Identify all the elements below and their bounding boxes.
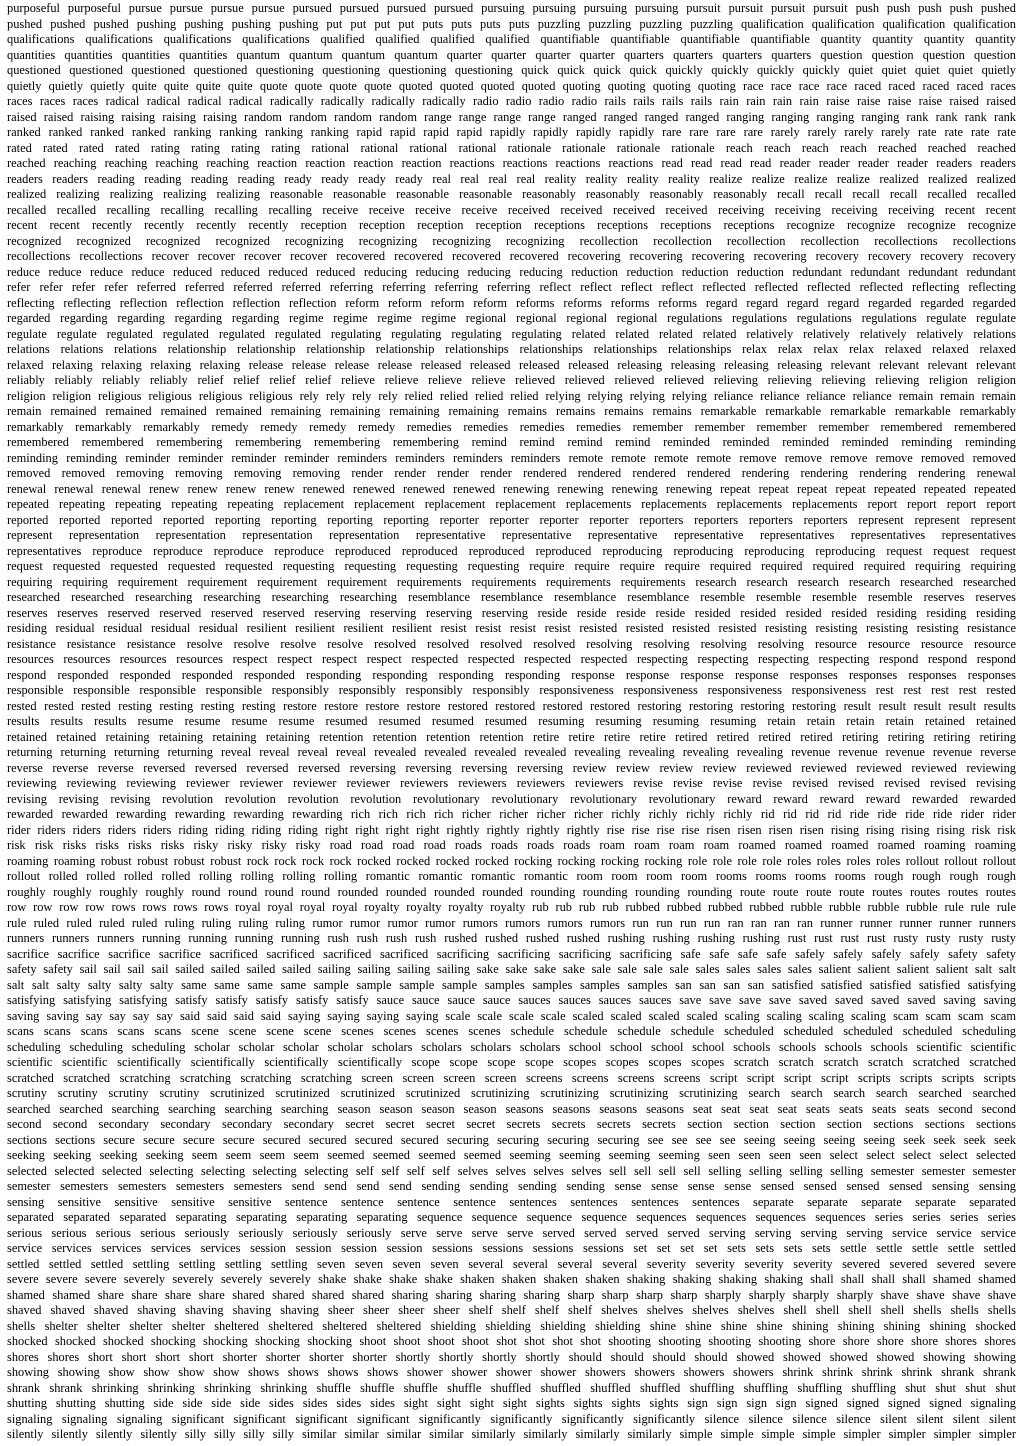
text-line: severe severe severe severely severely severely severely shake shake shake shake shaken shaken shaken shaken shaking shaking shaking shaking shall shall shall shall shamed shamed [7, 1272, 1016, 1286]
text-line: rated rated rated rated rating rating rating rating rational rational rational rational rationale rationale rationale rationale reach reach reach reach reached reached reached [7, 140, 1016, 155]
text-line: signaling signaling signaling significant significant significant significant significantly significantly significantly significantly silence silence silence silence silent silent silent silent [7, 1411, 1016, 1426]
text-line: shaved shaved shaved shaving shaving shaving shaving sheer sheer sheer sheer shelf shelf shelf shelf shelves shelves shelves shelves shell shell shell shell shells shells shells [7, 1303, 1016, 1317]
text-line: realized realizing realizing realizing realizing reasonable reasonable reasonable reasonable reasonably reasonably reasonably reasonably recall recall recall recall recalled recalled [7, 187, 1016, 201]
text-line: sections sections secure secure secure secure secured secured secured secured securing securing securing securing see see see see seeing seeing seeing seeing seek seek seek seek [7, 1132, 1016, 1147]
text-line: representatives reproduce reproduce reproduce reproduce reproduced reproduced reproduced reproduced reproducing reproducing reproducing reproducing request request request [7, 543, 1016, 558]
text-line: reached reaching reaching reaching reaching reaction reaction reaction reaction reactions reactions reactions reactions read read read read reader reader reader reader readers readers [7, 156, 1016, 170]
text-line: scheduling scheduling scheduling scholar scholar scholar scholar scholars scholars scholars scholars school school school school schools schools schools schools scientific scientific [7, 1039, 1016, 1054]
text-line: showing showing show show show show shows shows shows shows shower shower shower shower showers showers showers showers shrink shrink shrink shrink shrank shrank [7, 1365, 1016, 1379]
text-line: separated separated separated separating separating separating separating sequence sequence sequence sequence sequences sequences sequences sequences series series series series [7, 1210, 1016, 1224]
text-line: sacrifice sacrifice sacrifice sacrifice sacrificed sacrificed sacrificed sacrificed sacrificing sacrificing sacrificing sacrificing safe safe safe safe safely safely safely safely safety safety [7, 946, 1016, 961]
text-line: shutting shutting shutting side side side side sides sides sides sides sight sight sight sight sights sights sights sights sign sign sign sign signed signed signed signed signaling [7, 1396, 1016, 1410]
text-line: remarkably remarkably remarkably remedy remedy remedy remedy remedies remedies remedies remedies remember remember remember remember remembered remembered [7, 419, 1016, 434]
text-line: shamed shamed share share share share shared shared shared shared sharing sharing sharing sharing sharp sharp sharp sharp sharply sharply sharply sharply shave shave shave shave [7, 1287, 1016, 1302]
text-line: shells shelter shelter shelter shelter sheltered sheltered sheltered sheltered shielding shielding shielding shielding shine shine shine shine shining shining shining shining shocked [7, 1318, 1016, 1333]
text-line: second second secondary secondary secondary secondary secret secret secret secret secrets secrets secrets secrets section section section section sections sections sections [7, 1117, 1016, 1131]
text-line: roaming roaming robust robust robust robust rock rock rock rock rocked rocked rocked rocked rocking rocking rocking rocking role role role role roles roles roles roles rollout rollout rollout [7, 853, 1016, 868]
text-line: recent recent recently recently recently recently reception reception reception reception receptions receptions receptions receptions recognize recognize recognize recognize [7, 218, 1016, 232]
text-line: shocked shocked shocked shocking shocking shocking shocking shoot shoot shoot shoot shot shot shot shot shooting shooting shooting shooting shore shore shore shore shores shores [7, 1334, 1016, 1348]
text-line: results results results resume resume resume resume resumed resumed resumed resumed resuming resuming resuming resuming retain retain retain retain retained retained [7, 714, 1016, 728]
text-line: satisfying satisfying satisfying satisfy satisfy satisfy satisfy satisfy sauce sauce sauce sauce sauces sauces sauces sauces save save save save saved saved saved saved saving saving [7, 993, 1016, 1007]
text-line: rollout rolled rolled rolled rolled rolling rolling rolling rolling romantic romantic romantic romantic room room room room rooms rooms rooms rooms rough rough rough rough [7, 869, 1016, 883]
text-line: reminding reminding reminder reminder reminder reminder reminders reminders reminders reminders remote remote remote remote remove remove remove remove removed removed [7, 450, 1016, 465]
text-line: salt salt salty salty salty salty same same same same sample sample sample sample samples samples samples samples san san san san satisfied satisfied satisfied satisfied satisfying [7, 977, 1016, 992]
text-line: purposeful purposeful pursue pursue pursue pursue pursued pursued pursued pursued pursuing pursuing pursuing pursuing pursuit pursuit pursuit pursuit push push push push pushed [7, 1, 1016, 15]
text-line: shores shores short short short short shorter shorter shorter shorter shortly shortly shortly shortly should should should should showed showed showed showed showing showing [7, 1349, 1016, 1364]
text-line: raised raised raising raising raising raising random random random random range range range range ranged ranged ranged ranged ranging ranging ranging ranging rank rank rank rank [7, 109, 1016, 124]
text-line: removed removed removing removing removing removing render render render render rendered rendered rendered rendered rendering rendering rendering rendering renewal [7, 466, 1016, 480]
text-line: resources resources resources resources respect respect respect respect respected respected respected respected respecting respecting respecting respecting respond respond respond [7, 652, 1016, 666]
text-line: selected selected selected selecting selecting selecting selecting self self self self selves selves selves selves sell sell sell sell selling selling selling selling semester semester semester [7, 1163, 1016, 1178]
text-line: reverse reverse reverse reversed reversed reversed reversed reversing reversing reversing reversing review review review review reviewed reviewed reviewed reviewed reviewing [7, 760, 1016, 775]
text-line: repeated repeating repeating repeating repeating replacement replacement replacement replacement replacements replacements replacements replacements report report report report [7, 497, 1016, 511]
text-line: semester semesters semesters semesters semesters send send send send sending sending sending sending sense sense sense sense sensed sensed sensed sensed sensing sensing [7, 1179, 1016, 1193]
text-line: requiring requiring requirement requirement requirement requirement requirements requirements requirements requirements research research research research researched researched [7, 574, 1016, 589]
text-line: seeking seeking seeking seeking seem seem seem seem seemed seemed seemed seemed seeming seeming seeming seeming seen seen seen seen select select select select selected [7, 1148, 1016, 1162]
text-line: recalled recalled recalling recalling recalling recalling receive receive receive receive received received received received receiving receiving receiving receiving recent recent [7, 202, 1016, 217]
text-line: retained retained retaining retaining retaining retaining retention retention retention retention retire retire retire retire retired retired retired retired retiring retiring retiring retiring [7, 729, 1016, 744]
text-line: service services services services services session session session session sessions sessions sessions sessions set set set set sets sets sets sets settle settle settle settle settled [7, 1241, 1016, 1255]
text-line: represent representation representation representation representation representative representative representative representative representatives representatives representatives [7, 528, 1016, 542]
text-line: silently silently silently silently silly silly silly silly similar similar similar similar similarly similarly similarly similarly simple simple simple simple simpler simpler simpler simpler [7, 1427, 1016, 1441]
text-line: responsible responsible responsible responsible responsibly responsibly responsibly responsibly responsiveness responsiveness responsiveness responsiveness rest rest rest rest rested [7, 683, 1016, 697]
text-line: runners runners runners running running running running rush rush rush rush rushed rushed rushed rushed rushing rushing rushing rushing rust rust rust rust rusty rusty rusty rusty [7, 931, 1016, 945]
text-line: quietly quietly quietly quite quite quite quite quote quote quote quote quoted quoted quoted quoted quoting quoting quoting quoting race race race race raced raced raced raced races [7, 78, 1016, 93]
text-line: request requested requested requested requested requesting requesting requesting requesting require require require require required required required required requiring requiring [7, 559, 1016, 573]
text-line: reflecting reflecting reflection reflection reflection reflection reform reform reform reform reforms reforms reforms reforms regard regard regard regard regarded regarded regarded [7, 295, 1016, 310]
text-line: scratched scratched scratching scratching scratching scratching screen screen screen screen screens screens screens screens script script script script scripts scripts scripts scripts [7, 1070, 1016, 1085]
text-line: recognized recognized recognized recognized recognizing recognizing recognizing recognizing recollection recollection recollection recollection recollections recollections [7, 233, 1016, 248]
text-line: reviewing reviewing reviewing reviewer reviewer reviewer reviewer reviewers reviewers reviewers reviewers revise revise revise revise revised revised revised revised revising [7, 776, 1016, 790]
text-line: reduce reduce reduce reduce reduced reduced reduced reduced reducing reducing reducing reducing reduction reduction reduction reduction redundant redundant redundant redundant [7, 264, 1016, 279]
text-line: roughly roughly roughly roughly round round round round rounded rounded rounded rounded rounding rounding rounding rounding route route route route routes routes routes routes [7, 884, 1016, 899]
text-line: races races races radical radical radical radical radically radically radically radically radio radio radio radio rails rails rails rails rain rain rain rain raise raise raise raise raised raised [7, 94, 1016, 108]
text-line: saving saving say say say say said said said said saying saying saying saying scale scale scale scale scaled scaled scaled scaled scaling scaling scaling scaling scam scam scam scam [7, 1008, 1016, 1023]
text-line: recollections recollections recover recover recover recover recovered recovered recovered recovered recovering recovering recovering recovering recovery recovery recovery recovery [7, 249, 1016, 263]
text-line: scientific scientific scientifically scientifically scientifically scientifically scope scope scope scope scopes scopes scopes scopes scratch scratch scratch scratch scratched scratched [7, 1055, 1016, 1069]
text-line: religion religion religious religious religious religious rely rely rely rely relied relied relied relied relying relying relying relying reliance reliance reliance reliance remain remain remain [7, 388, 1016, 403]
text-line: scans scans scans scans scans scene scene scene scene scenes scenes scenes scenes schedule schedule schedule schedule scheduled scheduled scheduled scheduled scheduling [7, 1024, 1016, 1038]
text-line: reserves reserves reserved reserved reserved reserved reserving reserving reserving reserving reside reside reside reside resided resided resided resided residing residing residing [7, 605, 1016, 620]
text-line: row row row row rows rows rows rows royal royal royal royal royalty royalty royalty royalty rub rub rub rub rubbed rubbed rubbed rubbed rubble rubble rubble rubble rule rule rule [7, 900, 1016, 914]
text-line: regarded regarding regarding regarding regarding regime regime regime regime regional regional regional regional regulations regulations regulations regulations regulate regulate [7, 311, 1016, 325]
text-line: rule ruled ruled ruled ruled ruling ruling ruling ruling rumor rumor rumor rumor rumors rumors rumors rumors run run run run ran ran ran ran runner runner runner runner runners [7, 915, 1016, 930]
text-line: rested rested rested resting resting resting resting restore restore restore restore restored restored restored restored restoring restoring restoring restoring result result result result results [7, 698, 1016, 713]
word-list-text [7, 1, 1016, 1443]
text-line: reported reported reported reported reporting reporting reporting reporting reporter reporter reporter reporter reporters reporters reporters reporters represent represent represent [7, 512, 1016, 527]
text-line: regulate regulate regulated regulated regulated regulated regulating regulating regulating regulating related related related related relatively relatively relatively relatively relations [7, 326, 1016, 341]
text-line: shrank shrank shrinking shrinking shrinking shrinking shuffle shuffle shuffle shuffle shuffled shuffled shuffled shuffled shuffling shuffling shuffling shuffling shut shut shut shut [7, 1380, 1016, 1395]
text-line: risk risk risks risks risks risks risky risky risky risky road road road road roads roads roads roads roam roam roam roam roamed roamed roamed roamed roaming roaming [7, 838, 1016, 852]
text-line: pushed pushed pushed pushing pushing pushing pushing put put put put puts puts puts puts puzzling puzzling puzzling puzzling qualification qualification qualification qualification [7, 16, 1016, 31]
text-line: relaxed relaxing relaxing relaxing relaxing release release release release released released released released releasing releasing releasing releasing relevant relevant relevant relevant [7, 357, 1016, 372]
text-line: questioned questioned questioned questioned questioning questioning questioning questioning quick quick quick quick quickly quickly quickly quickly quiet quiet quiet quiet quietly [7, 63, 1016, 77]
text-line: safety safety sail sail sail sail sailed sailed sailed sailed sailing sailing sailing sailing sake sake sake sake sale sale sale sale sales sales sales sales salient salient salient salient salt salt [7, 962, 1016, 976]
text-line: rider riders riders riders riders riding riding riding riding right right right right rightly rightly rightly rightly rise rise rise rise risen risen risen risen rising rising rising rising risk risk [7, 822, 1016, 837]
text-line: resistance resistance resistance resolve resolve resolve resolve resolved resolved resolved resolved resolving resolving resolving resolving resource resource resource resource [7, 636, 1016, 651]
text-line: revising revising revising revolution revolution revolution revolution revolutionary revolutionary revolutionary revolutionary reward reward reward reward rewarded rewarded [7, 791, 1016, 806]
text-line: returning returning returning returning reveal reveal reveal reveal revealed revealed revealed revealed revealing revealing revealing revealing revenue revenue revenue revenue reverse [7, 745, 1016, 759]
text-line: reliably reliably reliably reliably relief relief relief relief relieve relieve relieve relieve relieved relieved relieved relieved relieving relieving relieving relieving religion religion [7, 373, 1016, 387]
text-line: quantities quantities quantities quantities quantum quantum quantum quantum quarter quarter quarter quarter quarters quarters quarters quarters question question question question [7, 47, 1016, 62]
text-line: settled settled settled settling settling settling settling seven seven seven seven several several several several severity severity severity severity severed severed severed severe [7, 1256, 1016, 1271]
text-line: respond responded responded responded responded responding responding responding responding response response response response responses responses responses responses [7, 667, 1016, 682]
text-line: refer refer refer refer referred referred referred referred referring referring referring referring reflect reflect reflect reflect reflected reflected reflected reflected reflecting reflecting [7, 280, 1016, 294]
text-line: remembered remembered remembering remembering remembering remembering remind remind remind remind reminded reminded reminded reminded reminding reminding [7, 435, 1016, 449]
text-line: scrutiny scrutiny scrutiny scrutiny scrutinized scrutinized scrutinized scrutinized scrutinizing scrutinizing scrutinizing scrutinizing search search search search searched searched [7, 1086, 1016, 1100]
text-line: rewarded rewarded rewarding rewarding rewarding rewarding rich rich rich rich richer richer richer richer richly richly richly richly rid rid rid rid ride ride ride ride rider rider [7, 807, 1016, 821]
text-line: residing residual residual residual residual resilient resilient resilient resilient resist resist resist resist resisted resisted resisted resisted resisting resisting resisting resisting resistance [7, 621, 1016, 635]
text-line: qualifications qualifications qualifications qualifications qualified qualified qualified qualified quantifiable quantifiable quantifiable quantifiable quantity quantity quantity quantity [7, 32, 1016, 46]
text-line: readers readers reading reading reading reading ready ready ready ready real real real real reality reality reality reality realize realize realize realize realized realized realized [7, 171, 1016, 186]
text-line: sensing sensitive sensitive sensitive sensitive sentence sentence sentence sentence sentences sentences sentences sentences separate separate separate separate separated [7, 1194, 1016, 1209]
text-line: ranked ranked ranked ranked ranking ranking ranking ranking rapid rapid rapid rapid rapidly rapidly rapidly rapidly rare rare rare rare rarely rarely rarely rarely rate rate rate rate [7, 125, 1016, 139]
text-line: renewal renewal renewal renew renew renew renew renewed renewed renewed renewed renewing renewing renewing renewing repeat repeat repeat repeat repeated repeated repeated [7, 481, 1016, 496]
text-line: serious serious serious serious seriously seriously seriously seriously serve serve serve serve served served served served serving serving serving serving service service service [7, 1225, 1016, 1240]
text-line: relations relations relations relationship relationship relationship relationship relationships relationships relationships relationships relax relax relax relax relaxed relaxed relaxed [7, 342, 1016, 356]
text-line: remain remained remained remained remained remaining remaining remaining remaining remains remains remains remains remarkable remarkable remarkable remarkable remarkably [7, 404, 1016, 418]
text-line: researched researched researching researching researching researching resemblance resemblance resemblance resemblance resemble resemble resemble resemble reserves reserves [7, 590, 1016, 604]
text-line: searched searched searching searching searching searching season season season season seasons seasons seasons seasons seat seat seat seat seats seats seats seats second second [7, 1101, 1016, 1116]
